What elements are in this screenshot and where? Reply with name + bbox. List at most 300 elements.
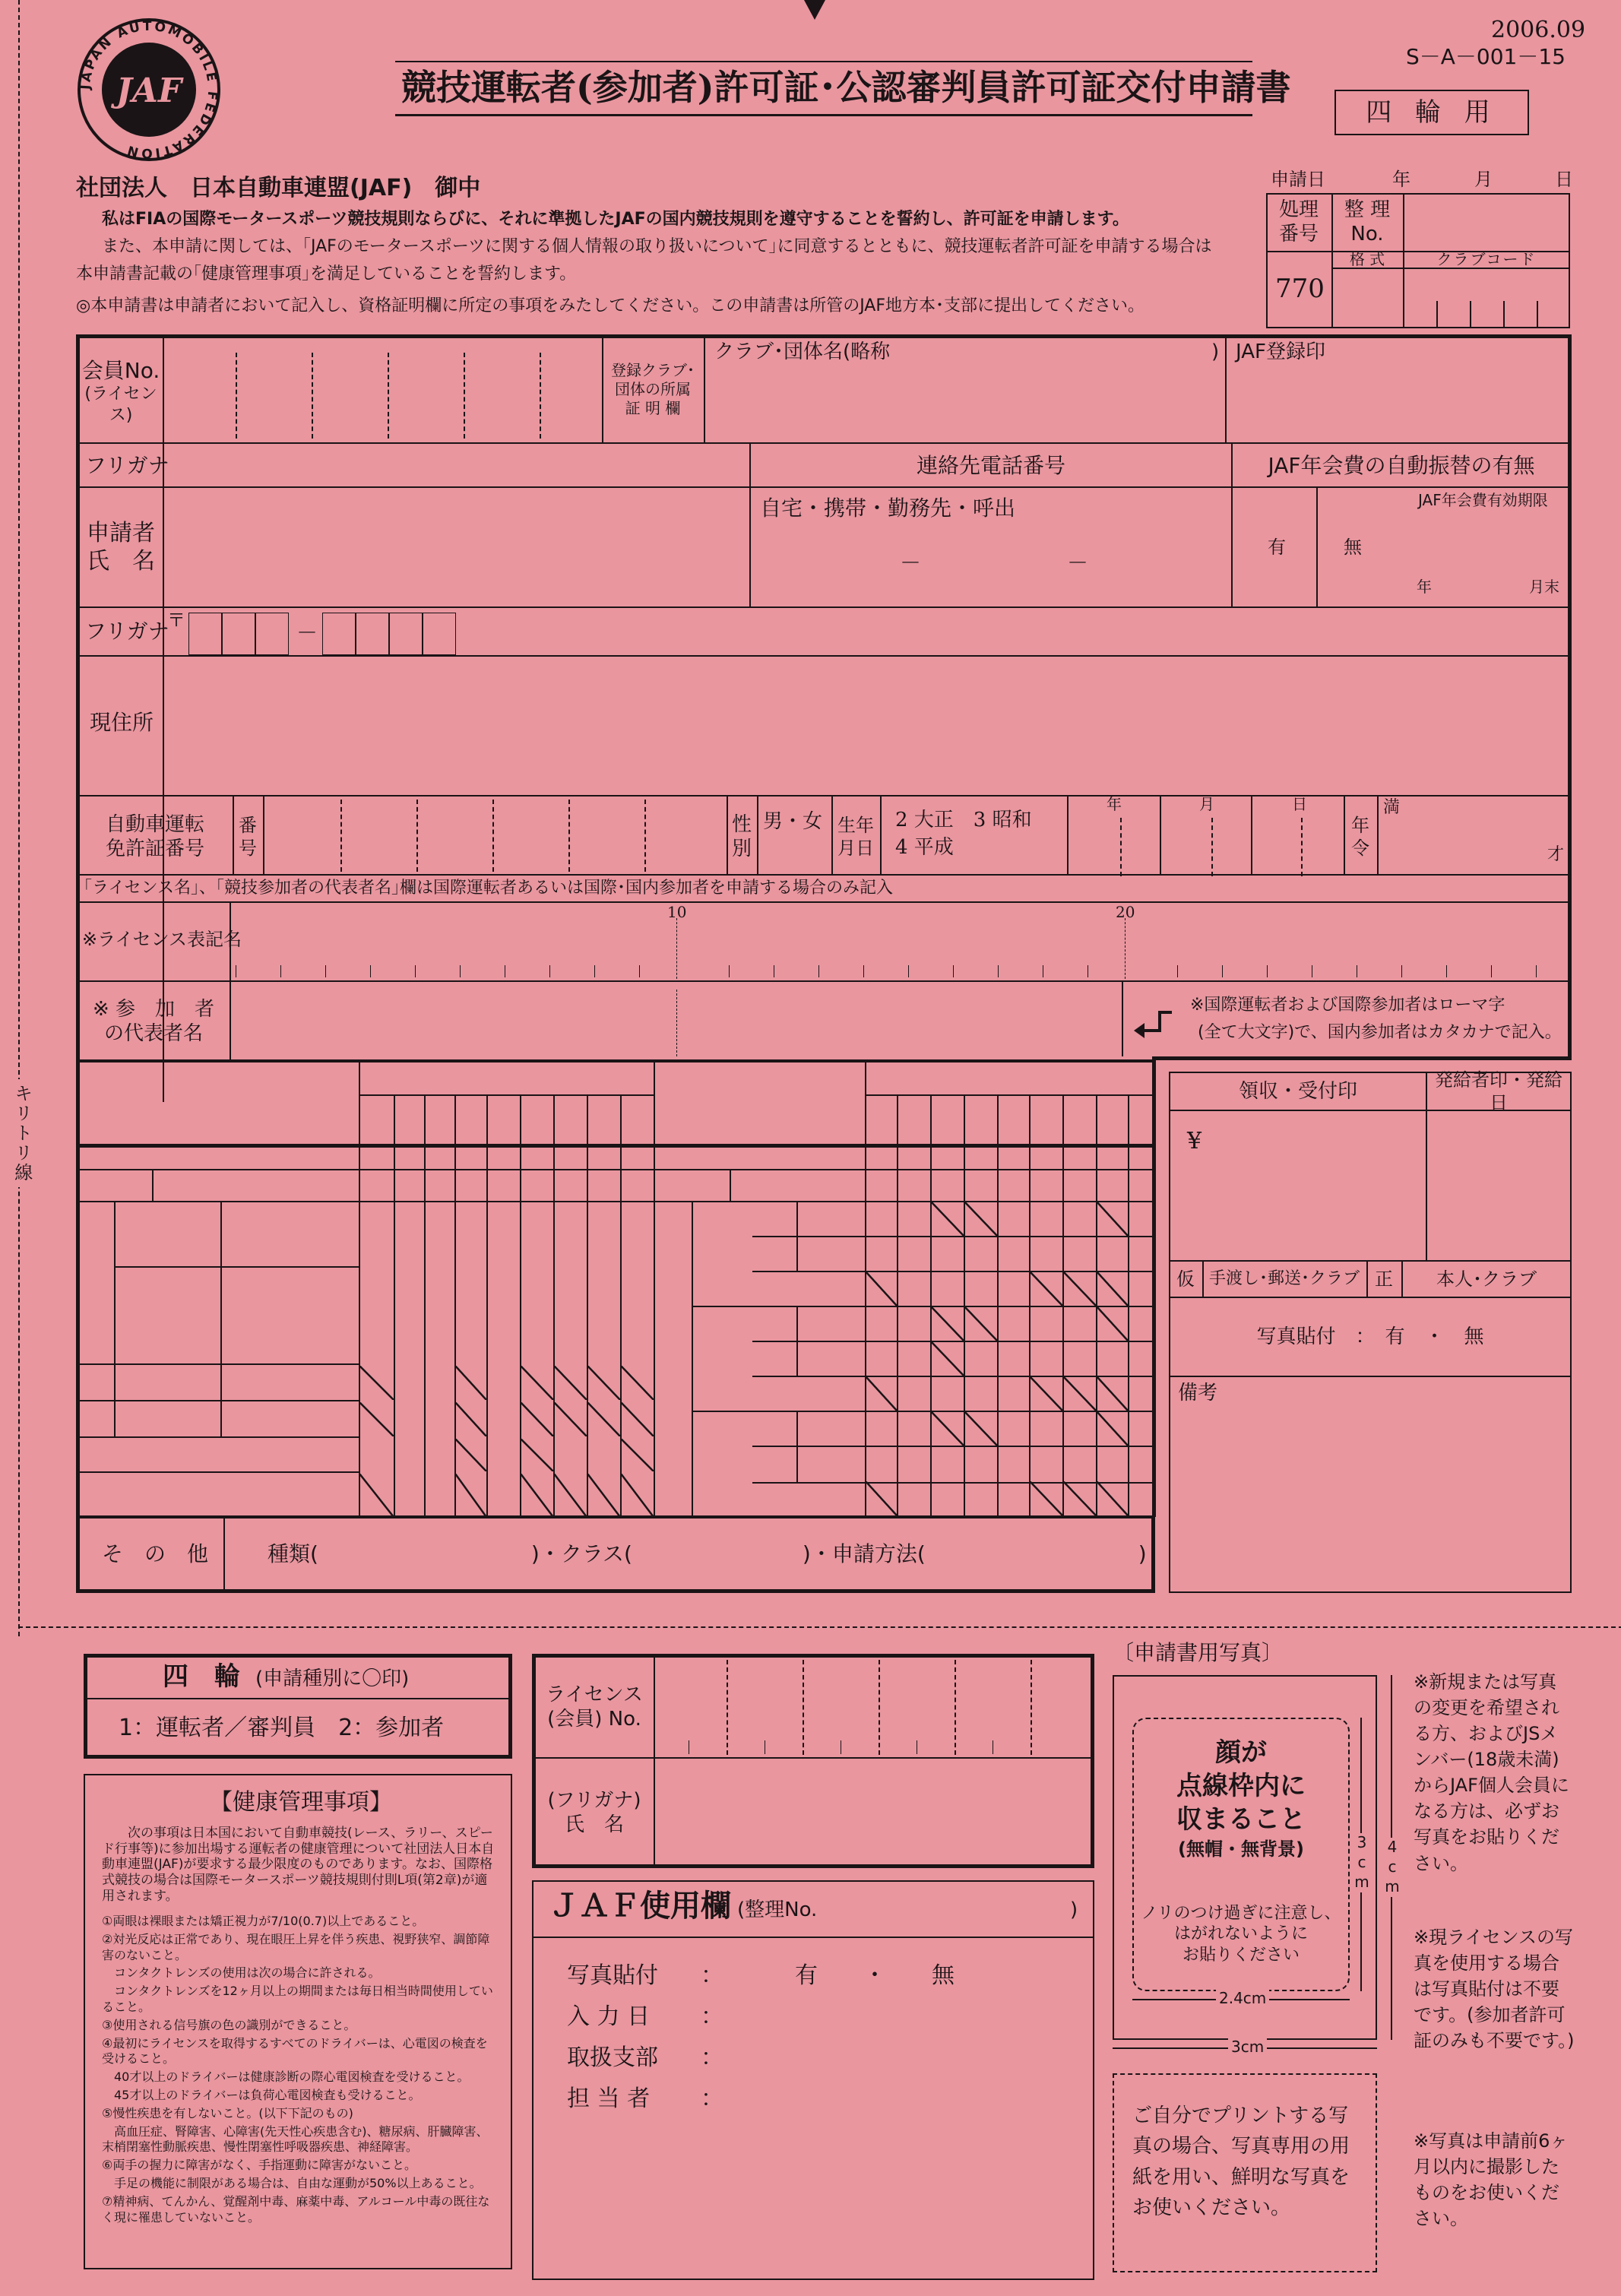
right-num[interactable] bbox=[930, 1376, 964, 1411]
addressee: 社団法人 日本自動車連盟(JAF) 御中 bbox=[76, 175, 481, 201]
slash-cell bbox=[521, 1366, 553, 1400]
remarks-label: 備考 bbox=[1178, 1382, 1218, 1405]
right-num[interactable] bbox=[1128, 1271, 1155, 1306]
driver-license-label: 自動車運転 免許証番号 bbox=[105, 812, 204, 860]
right-num[interactable] bbox=[897, 1341, 930, 1376]
expiry-year: 年 bbox=[1417, 578, 1432, 596]
right-num[interactable] bbox=[964, 1376, 997, 1411]
left-driver-num[interactable] bbox=[620, 1201, 654, 1363]
remarks-field[interactable] bbox=[1170, 1406, 1570, 1591]
class-cell bbox=[752, 1306, 796, 1341]
format-label: 格 式 bbox=[1349, 249, 1385, 268]
health-item: ⑥両手の握力に障害がなく、手指運動に障害がないこと。 bbox=[102, 2158, 417, 2173]
right-num[interactable] bbox=[1096, 1236, 1128, 1271]
jaf-colon-1: ： bbox=[701, 1962, 723, 1989]
submission-note: ◎本申請書は申請者において記入し、資格証明欄に所定の事項をみたしてください。この申請書は所管のJAF地方本･支部に提出してください。 bbox=[76, 296, 1145, 315]
right-num[interactable] bbox=[1128, 1481, 1155, 1515]
col-head-left bbox=[359, 1097, 394, 1167]
col-head-left bbox=[520, 1097, 553, 1167]
left-num[interactable] bbox=[486, 1438, 520, 1471]
left-num[interactable] bbox=[394, 1365, 424, 1400]
jaf-colon-3: ： bbox=[701, 2044, 723, 2071]
slash-cell bbox=[359, 1474, 394, 1517]
right-num[interactable] bbox=[1029, 1341, 1062, 1376]
age-field[interactable] bbox=[1379, 818, 1546, 872]
dim-2-4cm: 2.4cm bbox=[1216, 1989, 1269, 2007]
furigana-name-label: (フリガナ) 氏 名 bbox=[547, 1788, 641, 1836]
right-num[interactable] bbox=[1029, 1446, 1062, 1481]
auto-pay-header: JAF年会費の自動振替の有無 bbox=[1268, 452, 1535, 478]
class-cell bbox=[752, 1271, 865, 1306]
application-table bbox=[76, 1061, 1155, 1593]
slash-cell bbox=[1063, 1376, 1096, 1411]
health-item: 45才以上のドライバーは負荷心電図検査も受けること。 bbox=[102, 2087, 421, 2102]
full-age: 満 bbox=[1383, 798, 1401, 817]
left-driver-num[interactable] bbox=[454, 1201, 486, 1363]
health-item: コンタクトレンズを12ヶ月以上の期間または毎日相当時間使用していること。 bbox=[102, 1984, 493, 2014]
class-header-right bbox=[730, 1170, 865, 1201]
slash-cell bbox=[359, 1402, 394, 1436]
domestic-classes bbox=[222, 1201, 359, 1266]
official-label: 正 bbox=[1375, 1268, 1393, 1290]
other-fields[interactable]: 種類( )・クラス( )・申請方法( ) bbox=[268, 1541, 1147, 1566]
right-num[interactable] bbox=[1062, 1236, 1096, 1271]
slash-cell bbox=[455, 1366, 486, 1400]
limited-label bbox=[114, 1365, 359, 1400]
slash-cell bbox=[521, 1474, 553, 1517]
era-line-2[interactable]: 4 平成 bbox=[895, 836, 954, 859]
class-cell bbox=[752, 1481, 865, 1515]
photo-note-2: ※現ライセンスの写真を使用する場合は写真貼付は不要です。(参加者許可証のみも不要です。) bbox=[1414, 1927, 1575, 2052]
class-cell bbox=[798, 1306, 865, 1341]
dim-3cm-vertical: 3cm bbox=[1353, 1833, 1371, 1892]
right-num[interactable] bbox=[1062, 1306, 1096, 1341]
left-driver-num[interactable] bbox=[359, 1201, 394, 1363]
slash-cell bbox=[866, 1376, 897, 1411]
health-item: ③使用される信号旗の色の識別ができること。 bbox=[102, 2017, 356, 2032]
slash-cell bbox=[931, 1202, 964, 1236]
health-item: ①両眼は裸眼または矯正視力が7/10(0.7)以上であること。 bbox=[102, 1914, 425, 1928]
right-num[interactable] bbox=[997, 1411, 1029, 1446]
member-no-label: 会員No. (ライセンス) bbox=[81, 358, 160, 425]
solar-label bbox=[114, 1401, 359, 1436]
type-header-right bbox=[654, 1170, 730, 1201]
health-item: ⑤慢性疾患を有しないこと。(以下下記のもの) bbox=[102, 2105, 353, 2120]
right-num[interactable] bbox=[1128, 1411, 1155, 1446]
left-num[interactable] bbox=[553, 1438, 587, 1471]
club-code-label: クラブコード bbox=[1436, 249, 1537, 268]
slash-cell bbox=[521, 1402, 553, 1436]
jaf-use-title: ＪＡＦ使用欄 bbox=[549, 1889, 731, 1924]
health-item: ⑦精神病、てんかん、覚醒剤中毒、麻薬中毒、アルコール中毒の既往なく現に罹患していないこと。 bbox=[102, 2193, 490, 2225]
slash-cell bbox=[1097, 1306, 1128, 1341]
left-driver-num[interactable] bbox=[587, 1201, 620, 1363]
items-header-right bbox=[654, 1067, 865, 1166]
yen-sign: ¥ bbox=[1187, 1128, 1202, 1154]
left-num[interactable] bbox=[424, 1473, 454, 1517]
postal-dash: － bbox=[296, 620, 318, 645]
annual-expiry-label: JAF年会費有効期限 bbox=[1418, 491, 1548, 509]
group-driver bbox=[76, 1201, 114, 1363]
right-num[interactable] bbox=[1062, 1446, 1096, 1481]
left-num[interactable] bbox=[394, 1473, 424, 1517]
right-num[interactable] bbox=[1029, 1306, 1062, 1341]
col-head-left bbox=[553, 1097, 587, 1167]
slash-cell bbox=[866, 1481, 897, 1515]
slash-cell bbox=[1063, 1272, 1096, 1306]
right-num[interactable] bbox=[865, 1341, 897, 1376]
license-name-note: ｢ライセンス名｣、｢競技参加者の代表者名｣欄は国際運転者あるいは国際･国内参加者を申請する場合のみ記入 bbox=[84, 879, 894, 898]
left-num[interactable] bbox=[486, 1401, 520, 1436]
right-num[interactable] bbox=[865, 1306, 897, 1341]
slash-cell bbox=[964, 1202, 997, 1236]
health-item: コンタクトレンズの使用は次の場合に許される。 bbox=[102, 1965, 381, 1981]
auto-pay-no[interactable]: 無 bbox=[1344, 537, 1362, 558]
photo-note-1: ※新規または写真の変更を希望される方、およびJSメンバー(18歳未満)からJAF個人会員になる方は、必ずお写真をお貼りください。 bbox=[1414, 1671, 1569, 1874]
right-num[interactable] bbox=[1128, 1306, 1155, 1341]
slash-cell bbox=[587, 1474, 620, 1517]
slash-cell bbox=[359, 1366, 394, 1400]
left-driver-num[interactable] bbox=[394, 1201, 424, 1363]
era-line-1[interactable]: 2 大正 3 昭和 bbox=[895, 809, 1032, 831]
dim-3cm-horizontal: 3cm bbox=[1228, 2038, 1267, 2056]
slash-cell bbox=[1097, 1376, 1128, 1411]
address-furigana-label: フリガナ bbox=[85, 619, 169, 644]
jaf-photo-label: 写真貼付 bbox=[567, 1962, 658, 1989]
right-num[interactable] bbox=[997, 1271, 1029, 1306]
left-num[interactable] bbox=[424, 1438, 454, 1471]
right-num[interactable] bbox=[997, 1446, 1029, 1481]
intl-classes bbox=[222, 1268, 359, 1363]
right-num[interactable] bbox=[1128, 1446, 1155, 1481]
jaf-colon-2: ： bbox=[701, 2003, 723, 2030]
slash-cell bbox=[931, 1341, 964, 1376]
postal-mark: 〒 bbox=[167, 610, 185, 631]
right-num[interactable] bbox=[897, 1201, 930, 1236]
slash-cell bbox=[1097, 1272, 1128, 1306]
club-name-paren: ) bbox=[1211, 340, 1220, 363]
right-num[interactable] bbox=[1096, 1446, 1128, 1481]
left-num[interactable] bbox=[394, 1401, 424, 1436]
health-item: ④最初にライセンスを取得するすべてのドライバーは、心電図の検査を受けること。 bbox=[102, 2035, 488, 2066]
right-num[interactable] bbox=[865, 1446, 897, 1481]
photo-note-3: ※写真は申請前6ヶ月以内に撮影したものをお使いください。 bbox=[1414, 2130, 1569, 2230]
license-member-label: ライセンス (会員) No. bbox=[546, 1683, 643, 1731]
birth-day: 日 bbox=[1292, 795, 1307, 813]
slash-cell bbox=[554, 1366, 587, 1400]
right-num[interactable] bbox=[1096, 1341, 1128, 1376]
phone-dash-1: － bbox=[900, 550, 922, 575]
col-head-right bbox=[1128, 1097, 1155, 1167]
slash-cell bbox=[587, 1402, 620, 1436]
left-driver-num[interactable] bbox=[486, 1201, 520, 1363]
photo-header: 〔申請書用写真〕 bbox=[1113, 1640, 1284, 1665]
code-value: 770 bbox=[1275, 274, 1325, 304]
rep-note-1: ※国際運転者および国際参加者はローマ字 bbox=[1190, 996, 1505, 1015]
cut-line bbox=[18, 1626, 1621, 1628]
club-name-label: クラブ･団体名(略称 bbox=[714, 340, 891, 363]
jaf-use-no: (整理No. bbox=[737, 1899, 818, 1921]
license-display-name-field[interactable] bbox=[231, 903, 1569, 979]
left-num[interactable] bbox=[587, 1438, 620, 1471]
health-item: ②対光反応は正常であり、現在眼圧上昇を伴う疾患、視野狭窄、調節障害のないこと。 bbox=[102, 1931, 490, 1962]
class-cell bbox=[752, 1376, 865, 1411]
license-display-name-label: ※ライセンス表記名 bbox=[82, 929, 242, 950]
col-head-right bbox=[897, 1097, 930, 1167]
right-num[interactable] bbox=[1128, 1236, 1155, 1271]
slash-cell bbox=[455, 1474, 486, 1517]
expert-label bbox=[76, 1473, 359, 1517]
top-arrow bbox=[804, 0, 825, 20]
class-cell bbox=[752, 1411, 796, 1446]
auto-pay-yes[interactable]: 有 bbox=[1268, 537, 1286, 558]
four-wheel-sub: (申請種別に〇印) bbox=[255, 1667, 410, 1690]
temp-options[interactable]: 手渡し･郵送･クラブ bbox=[1208, 1269, 1360, 1289]
tech-label bbox=[693, 1412, 752, 1517]
col-head-right bbox=[930, 1097, 964, 1167]
right-num[interactable] bbox=[964, 1341, 997, 1376]
slash-cell bbox=[1097, 1202, 1128, 1236]
left-driver-num[interactable] bbox=[553, 1201, 587, 1363]
club-proof-label: 登録クラブ･ 団体の所属 証 明 欄 bbox=[611, 360, 695, 417]
slash-cell bbox=[554, 1474, 587, 1517]
receipt-label: 領収・受付印 bbox=[1238, 1079, 1357, 1103]
pledge-line-2a: また、本申請に関しては、｢JAFのモータースポーツに関する個人情報の取り扱いについて｣に同意するとともに、競技運転者許可証を申請する場合は bbox=[102, 237, 1212, 256]
official-options[interactable]: 本人･クラブ bbox=[1436, 1268, 1537, 1290]
slash-cell bbox=[621, 1474, 654, 1517]
photo-face-sub: (無帽・無背景) bbox=[1178, 1838, 1304, 1860]
furigana-name-field[interactable] bbox=[655, 1760, 1091, 1865]
health-item: 高血圧症、腎障害、心障害(先天性心疾患含む)、糖尿病、肝臓障害、末梢閉塞性動脈疾患、慢性閉塞性呼吸器疾患、神経障害。 bbox=[102, 2123, 489, 2155]
apply-month: 月 bbox=[1474, 169, 1493, 190]
seiri-no: 整 理 No. bbox=[1344, 198, 1391, 245]
health-intro: 次の事項は日本国において自動車競技(レース、ラリー、スピード行事等)に参加出場する運転者の健康管理について社団法人日本自動車連盟(JAF)が要求する最少限度のものであります。なお、国際格式競技の場合は国際モータースポーツ競技規則付則L項(第2章)が適用されます。 bbox=[102, 1826, 495, 1904]
right-num[interactable] bbox=[997, 1481, 1029, 1515]
phone-dash-2: － bbox=[1067, 550, 1089, 575]
right-num[interactable] bbox=[930, 1446, 964, 1481]
right-num[interactable] bbox=[997, 1236, 1029, 1271]
birth-label: 生年 月日 bbox=[837, 815, 874, 859]
right-num[interactable] bbox=[997, 1376, 1029, 1411]
class-cell bbox=[798, 1201, 865, 1236]
member-no-field[interactable] bbox=[164, 337, 602, 441]
left-num[interactable] bbox=[486, 1365, 520, 1400]
right-num[interactable] bbox=[997, 1201, 1029, 1236]
class-cell bbox=[798, 1341, 865, 1376]
slash-cell bbox=[554, 1402, 587, 1436]
right-num[interactable] bbox=[897, 1306, 930, 1341]
method-header-left bbox=[359, 1062, 654, 1094]
right-num[interactable] bbox=[897, 1376, 930, 1411]
address-field[interactable] bbox=[164, 657, 1569, 793]
slash-cell bbox=[1030, 1376, 1062, 1411]
jaf-use-box bbox=[532, 1880, 1094, 2280]
right-num[interactable] bbox=[1128, 1341, 1155, 1376]
right-num[interactable] bbox=[897, 1446, 930, 1481]
slash-cell bbox=[964, 1306, 997, 1341]
tick-label-20: 20 bbox=[1116, 903, 1135, 921]
address-label: 現住所 bbox=[90, 710, 154, 735]
issuer-label: 発給者印・発給日 bbox=[1435, 1069, 1562, 1113]
col-head-right bbox=[1029, 1097, 1062, 1167]
left-num[interactable] bbox=[424, 1365, 454, 1400]
health-title: 【健康管理事項】 bbox=[210, 1789, 392, 1816]
type-header-left bbox=[76, 1170, 152, 1201]
left-num[interactable] bbox=[424, 1401, 454, 1436]
form-date: 2006.09 bbox=[1491, 17, 1586, 43]
furigana-label: フリガナ bbox=[85, 453, 169, 478]
slash-cell bbox=[1063, 1481, 1096, 1515]
right-num[interactable] bbox=[1029, 1411, 1062, 1446]
jaf-photo-options[interactable]: 有 ・ 無 bbox=[795, 1962, 955, 1989]
jaf-logo bbox=[76, 17, 222, 163]
receipt-field[interactable] bbox=[1170, 1111, 1424, 1259]
left-num[interactable] bbox=[394, 1438, 424, 1471]
right-num[interactable] bbox=[964, 1236, 997, 1271]
rep-name-field[interactable] bbox=[231, 982, 1120, 1058]
class-cell bbox=[752, 1341, 796, 1376]
class-cell bbox=[752, 1236, 796, 1271]
sex-label: 性 別 bbox=[731, 812, 752, 860]
slash-cell bbox=[1097, 1481, 1128, 1515]
four-wheel-title: 四 輪 bbox=[163, 1661, 240, 1692]
left-num[interactable] bbox=[486, 1473, 520, 1517]
left-num[interactable] bbox=[359, 1438, 394, 1471]
slash-cell bbox=[866, 1272, 897, 1306]
processing-no: 処理 番号 bbox=[1278, 198, 1319, 245]
apply-date-label: 申請日 bbox=[1271, 169, 1325, 190]
cut-line-label: キリトリ線 bbox=[11, 1079, 33, 1187]
right-num[interactable] bbox=[897, 1236, 930, 1271]
logo-ring-text: JAPAN AUTOMOBILE FEDERATION bbox=[78, 18, 220, 161]
jaf-use-paren: ) bbox=[1070, 1899, 1078, 1921]
right-num[interactable] bbox=[964, 1481, 997, 1515]
right-num[interactable] bbox=[1029, 1236, 1062, 1271]
right-num[interactable] bbox=[1128, 1201, 1155, 1236]
right-num[interactable] bbox=[997, 1306, 1029, 1341]
col-head-right bbox=[964, 1097, 997, 1167]
category-box: 四 輪 用 bbox=[1334, 90, 1529, 135]
slash-cell bbox=[521, 1439, 553, 1471]
driver-license-field[interactable] bbox=[264, 796, 725, 872]
left-driver-num[interactable] bbox=[424, 1201, 454, 1363]
group-official bbox=[654, 1201, 692, 1517]
slash-cell bbox=[455, 1402, 486, 1436]
branch-label: 取扱支部 bbox=[567, 2044, 658, 2071]
domestic-label bbox=[116, 1201, 220, 1266]
slash-cell bbox=[587, 1366, 620, 1400]
slash-cell bbox=[621, 1402, 654, 1436]
other-label: そ の 他 bbox=[102, 1541, 209, 1566]
furigana-field[interactable] bbox=[164, 444, 749, 485]
left-driver-num[interactable] bbox=[520, 1201, 553, 1363]
applicant-name-field[interactable] bbox=[164, 488, 749, 605]
print-note: ご自分でプリントする写真の場合、写真専用の用紙を用い、鮮明な写真をお使いください。 bbox=[1132, 2104, 1350, 2219]
phone-field[interactable] bbox=[751, 532, 1230, 605]
slash-cell bbox=[931, 1411, 964, 1446]
form-code: S－A－001－15 bbox=[1406, 44, 1566, 69]
col-head-left bbox=[587, 1097, 620, 1167]
expiry-month-end: 月末 bbox=[1529, 578, 1559, 596]
right-num[interactable] bbox=[930, 1481, 964, 1515]
col-head-left bbox=[394, 1097, 424, 1167]
course-label bbox=[693, 1201, 752, 1306]
temp-label: 仮 bbox=[1176, 1268, 1195, 1290]
birth-date-field[interactable] bbox=[1069, 818, 1344, 872]
method-header-right bbox=[865, 1062, 1155, 1094]
slash-cell bbox=[964, 1411, 997, 1446]
arrow-left-icon bbox=[1132, 1008, 1178, 1041]
age-label: 年 令 bbox=[1351, 815, 1369, 859]
right-num[interactable] bbox=[865, 1411, 897, 1446]
class-cell bbox=[798, 1411, 865, 1446]
birth-month: 月 bbox=[1199, 795, 1214, 813]
phone-header: 連絡先電話番号 bbox=[916, 452, 1065, 478]
right-num[interactable] bbox=[1128, 1376, 1155, 1411]
right-num[interactable] bbox=[1062, 1201, 1096, 1236]
right-num[interactable] bbox=[897, 1481, 930, 1515]
right-num[interactable] bbox=[1062, 1411, 1096, 1446]
license-member-field[interactable] bbox=[655, 1657, 1091, 1756]
health-item: 手足の機能に制限がある場合は、自由な運動が50%以上あること。 bbox=[102, 2175, 482, 2190]
right-num[interactable] bbox=[930, 1236, 964, 1271]
right-num[interactable] bbox=[997, 1341, 1029, 1376]
right-num[interactable] bbox=[897, 1411, 930, 1446]
col-head-left bbox=[620, 1097, 654, 1167]
entrant-classes bbox=[205, 1438, 359, 1471]
class-cell bbox=[798, 1446, 865, 1481]
right-num[interactable] bbox=[1029, 1201, 1062, 1236]
dim-4cm: 4cm bbox=[1383, 1838, 1401, 1897]
club-name-field[interactable] bbox=[705, 368, 1225, 441]
pledge-line-1: 私はFIAの国際モータースポーツ競技規則ならびに、それに準拠したJAFの国内競技規則を遵守することを誓約し、許可証を申請します。 bbox=[102, 210, 1129, 229]
class-header-left bbox=[152, 1170, 359, 1201]
form-title: 競技運転者(参加者)許可証･公認審判員許可証交付申請書 bbox=[401, 67, 1291, 108]
right-num[interactable] bbox=[964, 1446, 997, 1481]
photo-attached[interactable]: 写真貼付 ： 有 ・ 無 bbox=[1256, 1325, 1484, 1348]
right-num[interactable] bbox=[897, 1271, 930, 1306]
photo-glue-note: ノリのつけ過ぎに注意し、 はがれないように お貼りください bbox=[1141, 1903, 1341, 1965]
pledge-line-2b: 本申請書記載の｢健康管理事項｣を満足していることを誓約します。 bbox=[76, 264, 577, 283]
bango-label: 番 号 bbox=[239, 815, 257, 859]
applicant-name-label: 申請者 氏 名 bbox=[87, 519, 155, 575]
right-num[interactable] bbox=[865, 1236, 897, 1271]
address-furigana-field[interactable] bbox=[459, 613, 1569, 654]
issuer-field[interactable] bbox=[1427, 1111, 1570, 1259]
logo-letters: JAF bbox=[116, 71, 182, 110]
sai-label: 才 bbox=[1547, 845, 1565, 864]
right-num[interactable] bbox=[964, 1271, 997, 1306]
slash-cell bbox=[1030, 1272, 1062, 1306]
jaf-stamp-label: JAF登録印 bbox=[1236, 340, 1325, 363]
apply-day: 日 bbox=[1555, 169, 1573, 190]
col-head-right bbox=[1062, 1097, 1096, 1167]
input-date-label: 入 力 日 bbox=[567, 2003, 651, 2030]
rep-name-label: ※ 参 加 者 の代表者名 bbox=[92, 997, 215, 1045]
intl-label bbox=[116, 1268, 220, 1363]
slash-cell bbox=[1030, 1481, 1062, 1515]
four-wheel-options[interactable]: 1：運転者／審判員 2：参加者 bbox=[119, 1715, 445, 1741]
sex-values[interactable]: 男・女 bbox=[762, 809, 822, 833]
photo-face-note: 顔が 点線枠内に 収まること bbox=[1176, 1737, 1306, 1835]
slash-cell bbox=[931, 1306, 964, 1341]
right-num[interactable] bbox=[930, 1271, 964, 1306]
right-num[interactable] bbox=[1062, 1341, 1096, 1376]
right-num[interactable] bbox=[865, 1201, 897, 1236]
class-cell bbox=[752, 1446, 796, 1481]
health-items bbox=[102, 1914, 499, 2228]
slash-cell bbox=[1097, 1411, 1128, 1446]
